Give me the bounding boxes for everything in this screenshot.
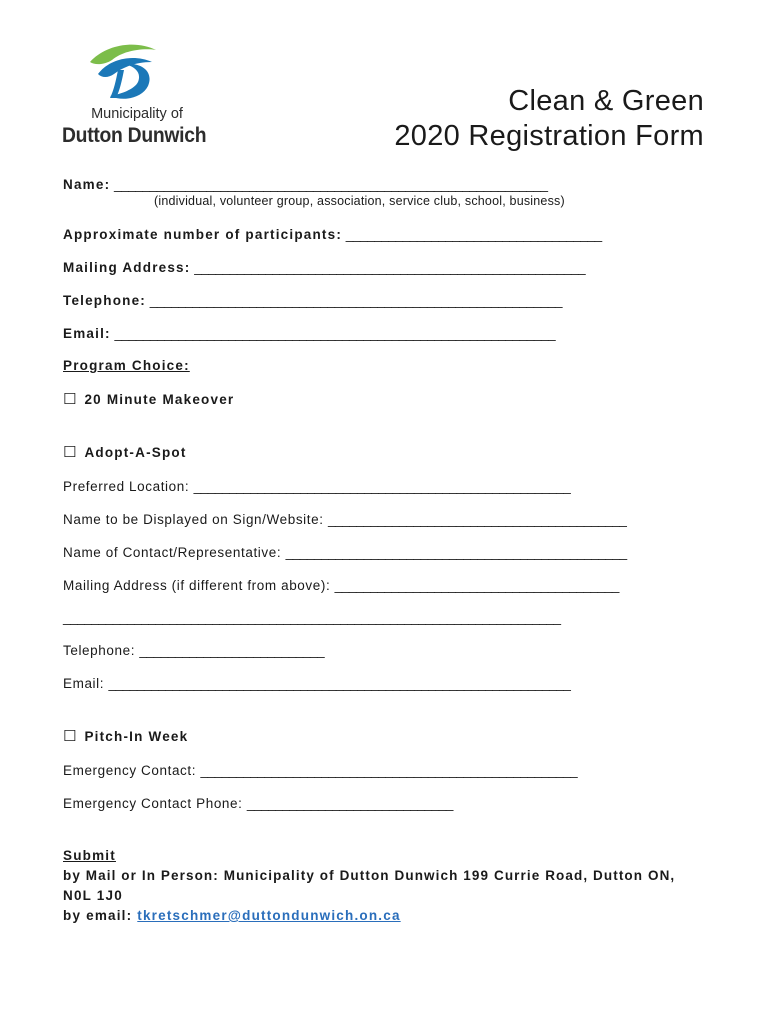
adopt-email-field[interactable]	[63, 675, 571, 693]
contact-name-field[interactable]	[63, 544, 627, 562]
alt-mailing-address-label: Mailing Address (if different from above):	[63, 578, 331, 593]
preferred-location-field[interactable]	[63, 478, 570, 496]
emergency-phone-blank[interactable]: _____________________________	[246, 796, 453, 811]
checkbox-20-minute-makeover[interactable]: ☐	[63, 391, 77, 408]
submit-email-line	[63, 907, 401, 925]
adopt-telephone-blank[interactable]: __________________________	[139, 643, 325, 658]
mailing-address-label: Mailing Address:	[63, 260, 191, 275]
mailing-address-field[interactable]	[63, 259, 585, 277]
emergency-phone-field[interactable]	[63, 795, 453, 813]
municipality-logo	[62, 40, 222, 150]
alt-mailing-address-continuation[interactable]: ______________________________________________________________________	[63, 610, 561, 625]
telephone-label: Telephone:	[63, 293, 147, 308]
option-adopt-a-spot-label: Adopt-A-Spot	[84, 445, 187, 460]
email-field[interactable]	[63, 325, 555, 343]
submit-mail-line: by Mail or In Person: Municipality of Dutton Dunwich 199 Currie Road, Dutton ON,	[63, 868, 676, 883]
sign-name-field[interactable]	[63, 511, 627, 529]
name-label: Name:	[63, 177, 111, 192]
participants-blank[interactable]: ____________________________________	[345, 227, 602, 242]
alt-mailing-address-field[interactable]	[63, 577, 619, 595]
adopt-telephone-field[interactable]	[63, 642, 324, 660]
submit-email-link[interactable]: tkretschmer@duttondunwich.on.ca	[137, 908, 401, 923]
dutton-dunwich-logo-icon	[84, 40, 164, 104]
name-hint: (individual, volunteer group, association, service club, school, business)	[154, 194, 565, 208]
participants-label: Approximate number of participants:	[63, 227, 343, 242]
emergency-contact-label: Emergency Contact:	[63, 763, 197, 778]
adopt-email-blank[interactable]: _________________________________________________________________	[108, 676, 571, 691]
telephone-field[interactable]	[63, 292, 562, 310]
emergency-contact-blank[interactable]: _____________________________________________________	[200, 763, 578, 778]
contact-name-label: Name of Contact/Representative:	[63, 545, 282, 560]
sign-name-blank[interactable]: __________________________________________	[327, 512, 627, 527]
submit-email-prefix: by email:	[63, 908, 133, 923]
submit-heading: Submit	[63, 848, 116, 863]
email-label: Email:	[63, 326, 111, 341]
emergency-contact-field[interactable]	[63, 762, 577, 780]
option-pitch-in-week-label: Pitch-In Week	[84, 729, 189, 744]
option-20-minute-makeover-label: 20 Minute Makeover	[84, 392, 235, 407]
option-adopt-a-spot[interactable]	[63, 444, 187, 462]
adopt-telephone-label: Telephone:	[63, 643, 136, 658]
option-20-minute-makeover[interactable]	[63, 391, 234, 409]
name-blank[interactable]: _____________________________________________________________	[114, 177, 548, 192]
name-field[interactable]	[63, 176, 548, 194]
mailing-address-blank[interactable]: _______________________________________________________	[194, 260, 586, 275]
title-line-registration: 2020 Registration Form	[394, 120, 704, 152]
sign-name-label: Name to be Displayed on Sign/Website:	[63, 512, 324, 527]
telephone-blank[interactable]: __________________________________________________________	[149, 293, 563, 308]
checkbox-pitch-in-week[interactable]: ☐	[63, 728, 77, 745]
email-blank[interactable]: ______________________________________________________________	[114, 326, 556, 341]
alt-mailing-address-blank[interactable]: ________________________________________	[334, 578, 619, 593]
logo-text-dutton-dunwich: Dutton Dunwich	[62, 124, 207, 147]
submit-postal-code: N0L 1J0	[63, 888, 123, 903]
participants-field[interactable]	[63, 226, 602, 244]
preferred-location-label: Preferred Location:	[63, 479, 190, 494]
preferred-location-blank[interactable]: _____________________________________________________	[193, 479, 571, 494]
program-choice-heading: Program Choice:	[63, 358, 190, 373]
adopt-email-label: Email:	[63, 676, 105, 691]
emergency-phone-label: Emergency Contact Phone:	[63, 796, 243, 811]
checkbox-adopt-a-spot[interactable]: ☐	[63, 444, 77, 461]
title-line-clean-green: Clean & Green	[508, 85, 704, 117]
option-pitch-in-week[interactable]	[63, 728, 188, 746]
logo-text-municipality: Municipality of	[91, 106, 183, 122]
page-title	[394, 84, 704, 154]
contact-name-blank[interactable]: ________________________________________________	[285, 545, 627, 560]
